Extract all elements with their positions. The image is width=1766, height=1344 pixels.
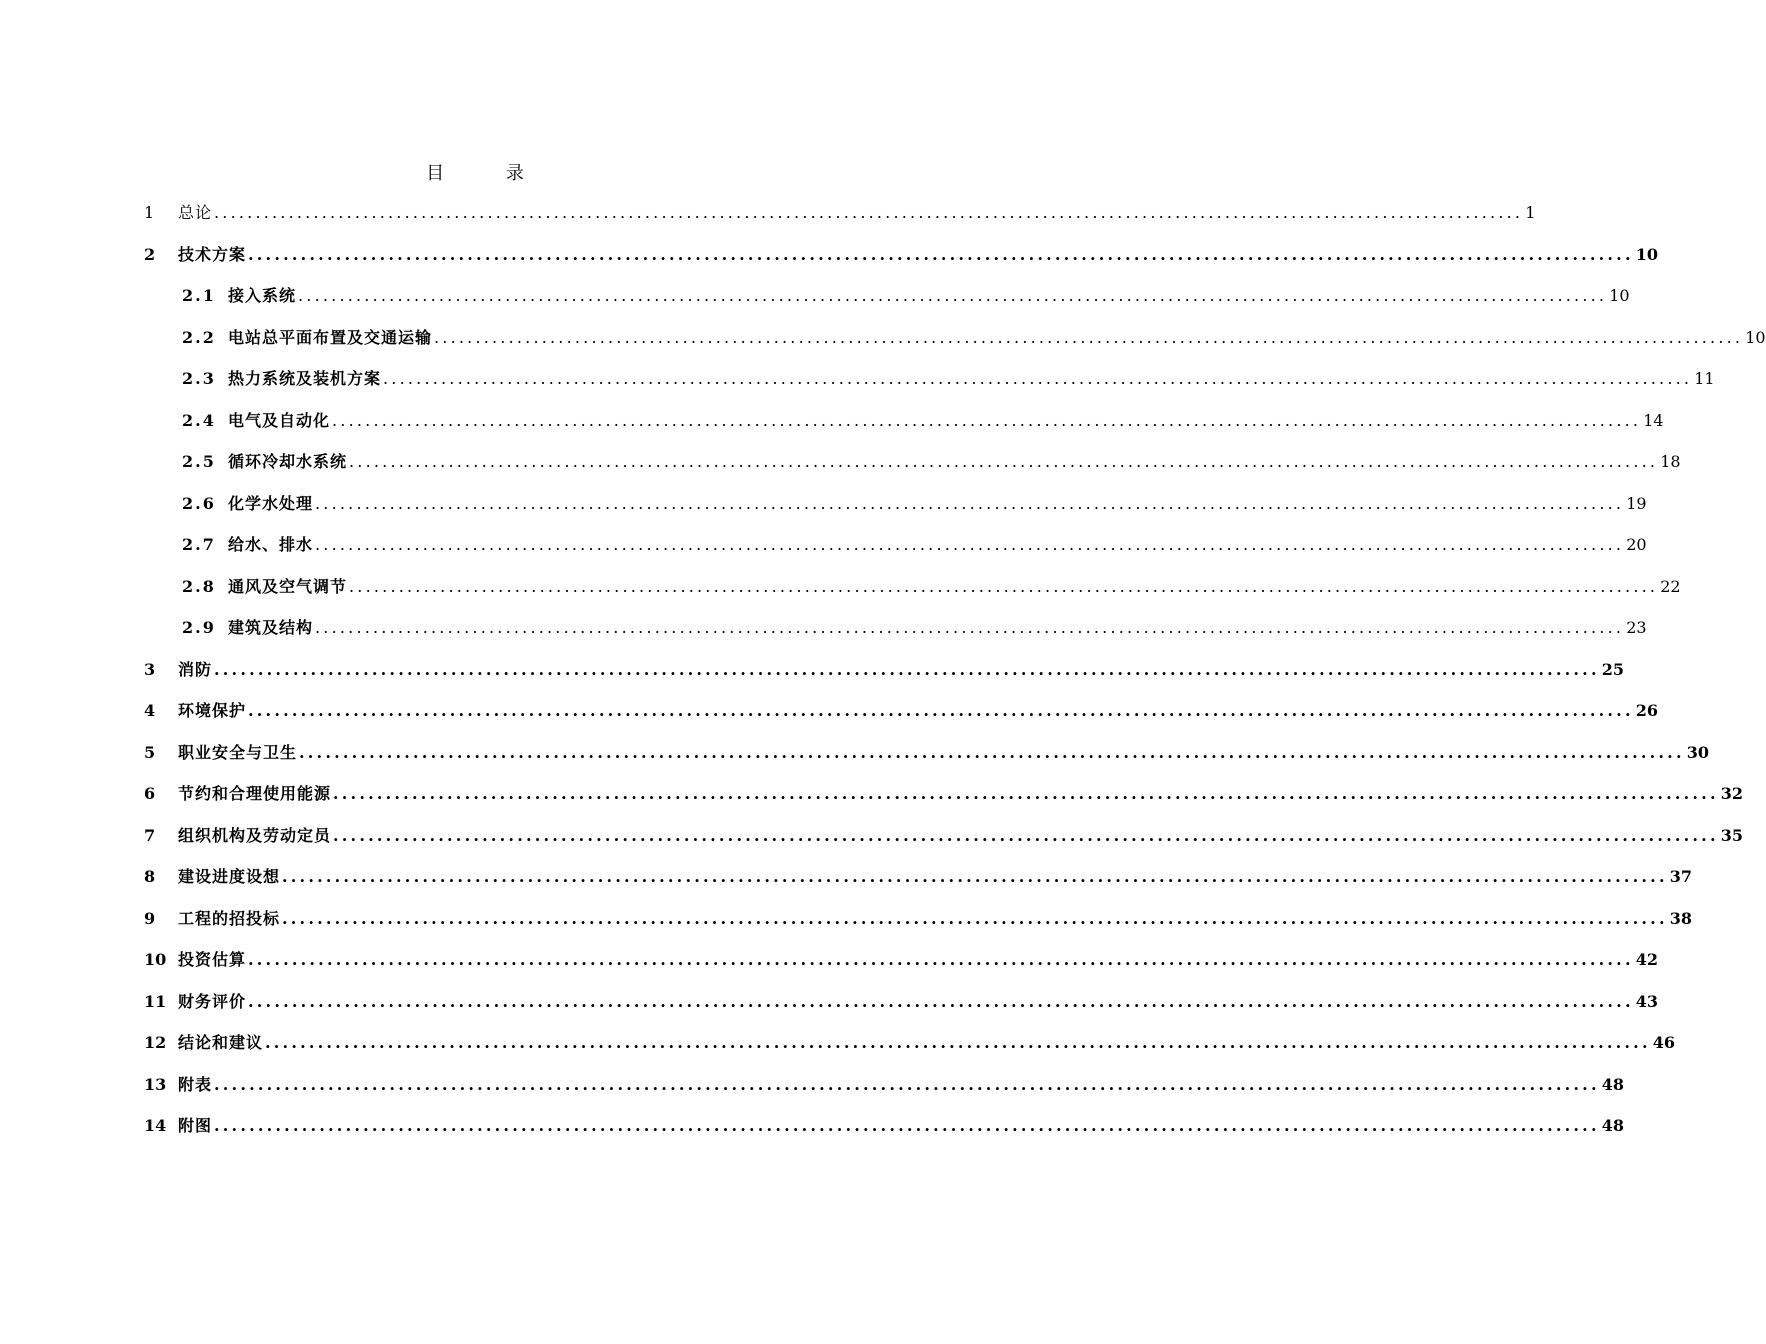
- toc-entry-page-number: 43: [1635, 991, 1658, 1011]
- toc-entry-title: 电气及自动化: [228, 410, 331, 430]
- toc-entry-title: 建筑及结构: [228, 618, 314, 637]
- toc-entry-number: 1: [144, 203, 155, 222]
- page-title: 目 录: [426, 163, 552, 184]
- toc-dot-leader: ..............................................................................................................................................................: [248, 244, 1634, 264]
- toc-entry-title: 附表: [178, 1074, 213, 1094]
- toc-dot-leader: ..............................................................................................................................................................: [214, 659, 1600, 679]
- toc-dot-leader: ..............................................................................................................................................................: [434, 327, 1744, 347]
- toc-entry-number: 2.7: [182, 535, 216, 554]
- toc-entry-title: 消防: [178, 659, 213, 679]
- toc-entry-page-number: 18: [1660, 452, 1681, 471]
- toc-entry[interactable]: [182, 449, 1681, 475]
- toc-entry-number: 2.4: [182, 410, 216, 430]
- toc-entry-number: 11: [144, 991, 167, 1011]
- toc-entry-title: 工程的招投标: [178, 908, 281, 928]
- toc-entry[interactable]: [182, 574, 1681, 600]
- toc-dot-leader: ..............................................................................................................................................................: [299, 742, 1685, 762]
- toc-entry[interactable]: [144, 1030, 1675, 1056]
- toc-entry[interactable]: [144, 989, 1658, 1015]
- toc-entry-page-number: 10: [1745, 327, 1766, 347]
- toc-entry[interactable]: [144, 1113, 1624, 1139]
- toc-entry[interactable]: [182, 366, 1715, 392]
- toc-entry-title: 通风及空气调节: [228, 576, 348, 596]
- toc-dot-leader: ..............................................................................................................................................................: [282, 867, 1668, 886]
- toc-entry[interactable]: [144, 698, 1658, 724]
- toc-dot-leader: ..............................................................................................................................................................: [315, 618, 1625, 637]
- toc-entry[interactable]: [182, 491, 1647, 517]
- toc-entry-title: 财务评价: [178, 991, 247, 1011]
- toc-entry-page-number: 10: [1635, 244, 1658, 264]
- toc-dot-leader: ..............................................................................................................................................................: [248, 991, 1634, 1011]
- toc-entry-page-number: 48: [1601, 1116, 1624, 1135]
- toc-entry-number: 2.8: [182, 576, 216, 596]
- toc-entry-number: 13: [144, 1074, 167, 1094]
- toc-entry-page-number: 22: [1660, 576, 1681, 596]
- toc-dot-leader: ..............................................................................................................................................................: [298, 286, 1608, 305]
- toc-entry-page-number: 20: [1626, 535, 1647, 554]
- toc-entry-page-number: 38: [1669, 908, 1692, 928]
- toc-entry-number: 9: [144, 908, 156, 928]
- toc-dot-leader: ..............................................................................................................................................................: [315, 493, 1625, 513]
- toc-entry[interactable]: [182, 283, 1630, 309]
- toc-entry-page-number: 42: [1635, 950, 1658, 969]
- toc-entry-number: 7: [144, 825, 156, 845]
- toc-entry-page-number: 11: [1694, 369, 1715, 388]
- toc-entry-number: 2.3: [182, 369, 216, 388]
- toc-dot-leader: ..............................................................................................................................................................: [315, 535, 1625, 554]
- toc-entry[interactable]: [144, 242, 1658, 268]
- toc-entry-number: 2.1: [182, 286, 216, 305]
- toc-entry-title: 循环冷却水系统: [228, 452, 348, 471]
- toc-dot-leader: ..............................................................................................................................................................: [332, 410, 1642, 430]
- toc-entry-number: 3: [144, 659, 156, 679]
- toc-entry-page-number: 25: [1601, 659, 1624, 679]
- toc-entry-page-number: 30: [1686, 742, 1709, 762]
- toc-entry[interactable]: [182, 532, 1647, 558]
- toc-entry[interactable]: [182, 408, 1664, 434]
- toc-entry-title: 职业安全与卫生: [178, 742, 298, 762]
- toc-entry-number: 4: [144, 701, 156, 720]
- toc-dot-leader: ..............................................................................................................................................................: [333, 784, 1719, 803]
- toc-entry-title: 化学水处理: [228, 493, 314, 513]
- toc-dot-leader: ..............................................................................................................................................................: [214, 1074, 1600, 1094]
- toc-entry[interactable]: [144, 781, 1743, 807]
- toc-entry-page-number: 37: [1669, 867, 1692, 886]
- toc-entry-number: 12: [144, 1033, 167, 1052]
- toc-dot-leader: ..............................................................................................................................................................: [333, 825, 1719, 845]
- toc-entry[interactable]: [144, 1072, 1624, 1098]
- toc-entry-title: 组织机构及劳动定员: [178, 825, 332, 845]
- toc-entry-number: 8: [144, 867, 156, 886]
- toc-dot-leader: ..............................................................................................................................................................: [214, 203, 1524, 222]
- toc-entry-title: 附图: [178, 1116, 213, 1135]
- toc-dot-leader: ..............................................................................................................................................................: [349, 452, 1659, 471]
- toc-entry-title: 总论: [178, 203, 213, 222]
- toc-entry[interactable]: [144, 906, 1692, 932]
- toc-entry-number: 2.6: [182, 493, 216, 513]
- toc-entry[interactable]: [144, 864, 1692, 890]
- toc-entry-title: 结论和建议: [178, 1033, 264, 1052]
- toc-entry[interactable]: [144, 823, 1743, 849]
- toc-entry[interactable]: [144, 740, 1709, 766]
- toc-entry[interactable]: [144, 947, 1658, 973]
- toc-entry-title: 热力系统及装机方案: [228, 369, 382, 388]
- toc-entry[interactable]: [144, 657, 1624, 683]
- toc-entry-number: 2.2: [182, 327, 216, 347]
- toc-entry-title: 投资估算: [178, 950, 247, 969]
- toc-entry-title: 节约和合理使用能源: [178, 784, 332, 803]
- toc-dot-leader: ..............................................................................................................................................................: [248, 950, 1634, 969]
- toc-entry[interactable]: [182, 325, 1766, 351]
- toc-dot-leader: ..............................................................................................................................................................: [383, 369, 1693, 388]
- toc-entry-title: 给水、排水: [228, 535, 314, 554]
- toc-entry-title: 技术方案: [178, 244, 247, 264]
- toc-entry-number: 6: [144, 784, 156, 803]
- toc-entry-number: 2.9: [182, 618, 216, 637]
- toc-entry-number: 5: [144, 742, 156, 762]
- toc-entry-page-number: 23: [1626, 618, 1647, 637]
- toc-entry-page-number: 26: [1635, 701, 1658, 720]
- toc-entry-title: 接入系统: [228, 286, 297, 305]
- toc-entry[interactable]: [182, 615, 1647, 641]
- toc-entry-number: 2: [144, 244, 156, 264]
- toc-entry-page-number: 1: [1525, 203, 1536, 222]
- toc-entry-page-number: 14: [1643, 410, 1664, 430]
- toc-entry-page-number: 48: [1601, 1074, 1624, 1094]
- toc-entry[interactable]: [144, 200, 1536, 226]
- toc-dot-leader: ..............................................................................................................................................................: [349, 576, 1659, 596]
- toc-entry-page-number: 10: [1609, 286, 1630, 305]
- toc-entry-number: 10: [144, 950, 167, 969]
- toc-dot-leader: ..............................................................................................................................................................: [214, 1116, 1600, 1135]
- toc-entry-title: 环境保护: [178, 701, 247, 720]
- toc-entry-title: 电站总平面布置及交通运输: [228, 327, 433, 347]
- toc-entry-number: 2.5: [182, 452, 216, 471]
- toc-entry-page-number: 19: [1626, 493, 1647, 513]
- toc-entry-number: 14: [144, 1116, 167, 1135]
- toc-entry-page-number: 32: [1720, 784, 1743, 803]
- toc-entry-page-number: 46: [1652, 1033, 1675, 1052]
- toc-entry-title: 建设进度设想: [178, 867, 281, 886]
- toc-entry-page-number: 35: [1720, 825, 1743, 845]
- toc-dot-leader: ..............................................................................................................................................................: [248, 701, 1634, 720]
- toc-dot-leader: ..............................................................................................................................................................: [265, 1033, 1651, 1052]
- toc-dot-leader: ..............................................................................................................................................................: [282, 908, 1668, 928]
